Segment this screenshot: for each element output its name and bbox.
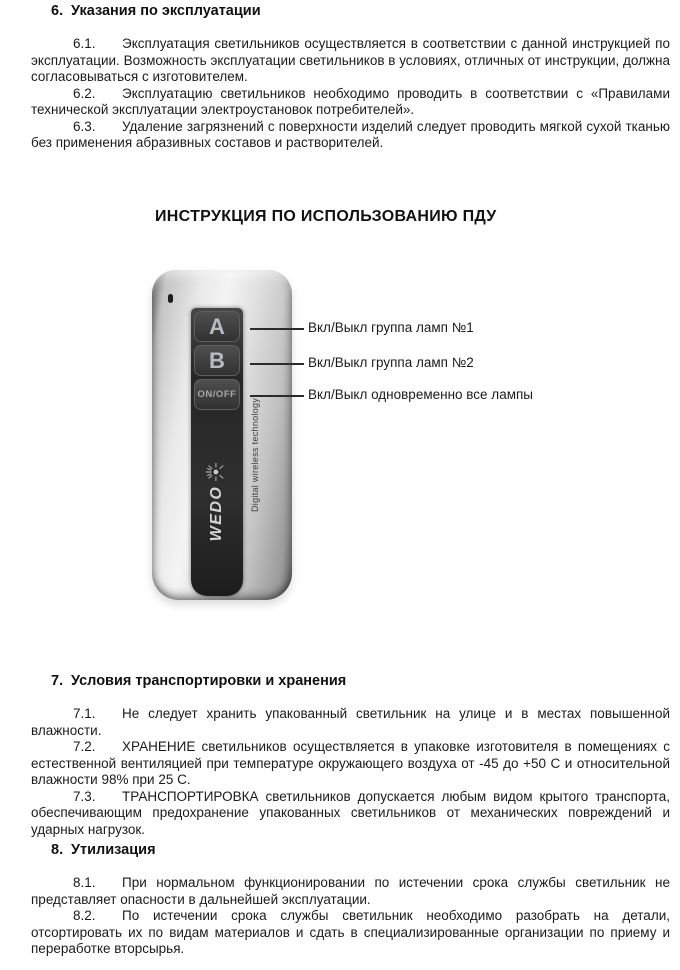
callout-label: Вкл/Выкл группа ламп №2	[308, 355, 474, 370]
paragraph	[31, 908, 670, 958]
brand-logo-text: WEDO	[208, 485, 225, 542]
section-title: Утилизация	[71, 842, 156, 858]
callout-line	[250, 363, 304, 365]
paragraph-number: 6.1.	[73, 36, 96, 51]
callout-label: Вкл/Выкл одновременно все лампы	[308, 387, 533, 402]
callout-label: Вкл/Выкл группа ламп №1	[308, 320, 474, 335]
led-indicator	[168, 294, 173, 303]
section-heading	[31, 3, 670, 19]
paragraph-text: При нормальном функционировании по истечении срока службы светильник не представляет опасности в дальнейшей эксплуатации.	[31, 875, 670, 907]
side-vertical-text: Digital wireless technology	[250, 397, 260, 512]
callout-line	[250, 395, 304, 397]
sun-logo-icon	[204, 461, 231, 483]
paragraph-number: 7.2.	[73, 739, 96, 754]
paragraph-number: 8.1.	[73, 875, 96, 890]
section-number: 6.	[51, 3, 64, 19]
section-number: 7.	[51, 673, 64, 689]
paragraph-number: 6.2.	[73, 85, 96, 101]
section-title: Указания по эксплуатации	[71, 3, 261, 19]
remote-button-a: A	[194, 311, 240, 342]
section-number: 8.	[51, 842, 64, 858]
paragraph-number: 7.1.	[73, 706, 96, 721]
paragraph	[31, 739, 670, 789]
paragraph-text: ТРАНСПОРТИРОВКА светильников допускается любым видом крытого транспорта, обеспечивающим предохранение упакованных светильников от механических повреждений и ударных нагрузок.	[31, 788, 670, 837]
paragraph	[31, 36, 670, 86]
section-transport-storage	[31, 673, 670, 838]
callout-line	[250, 328, 304, 330]
paragraph-text: Удаление загрязнений с поверхности изделий следует проводить мягкой сухой тканью без применения абразивных составов и растворителей.	[31, 118, 670, 150]
paragraph	[31, 119, 670, 152]
paragraph-text: ХРАНЕНИЕ светильников осуществляется в упаковке изготовителя в помещениях с естественной вентиляцией при температуре окружающего воздуха от -45 до +50 С и относительной влажности 98% при 25 С.	[31, 739, 670, 787]
paragraph	[31, 875, 670, 908]
section-title: Условия транспортировки и хранения	[71, 673, 347, 689]
paragraph	[31, 706, 670, 739]
remote-button-b: B	[194, 345, 240, 376]
paragraph-number: 8.2.	[73, 908, 96, 923]
paragraph-number: 7.3.	[73, 788, 96, 804]
remote-figure	[152, 268, 672, 608]
remote-control-image	[152, 270, 292, 600]
paragraph	[31, 789, 670, 839]
paragraph-text: Не следует хранить упакованный светильник на улице и в местах повышенной влажности.	[31, 706, 670, 738]
paragraph-text: Эксплуатация светильников осуществляется в соответствии с данной инструкцией по эксплуатации. Возможность эксплуатации светильников в условиях, отличных от инструкции, должна согласовываться с изготовителем.	[31, 36, 670, 84]
paragraph-number: 6.3.	[73, 118, 96, 134]
section-heading	[31, 842, 670, 858]
paragraph-text: Эксплуатацию светильников необходимо проводить в соответствии с «Правилами технической эксплуатации электроустановок потребителей».	[31, 85, 670, 117]
brand-logo	[191, 456, 243, 546]
figure-heading: ИНСТРУКЦИЯ ПО ИСПОЛЬЗОВАНИЮ ПДУ	[155, 208, 497, 225]
section-disposal	[31, 842, 670, 958]
paragraph	[31, 86, 670, 119]
remote-button-strip	[191, 308, 243, 596]
section-operation	[31, 3, 670, 152]
remote-button-onoff: ON/OFF	[194, 379, 240, 410]
section-heading	[31, 673, 670, 689]
paragraph-text: По истечении срока службы светильник необходимо разобрать на детали, отсортировать их по видам материалов и сдать в специализированные организации по приему и переработке вторсырья.	[31, 908, 670, 956]
